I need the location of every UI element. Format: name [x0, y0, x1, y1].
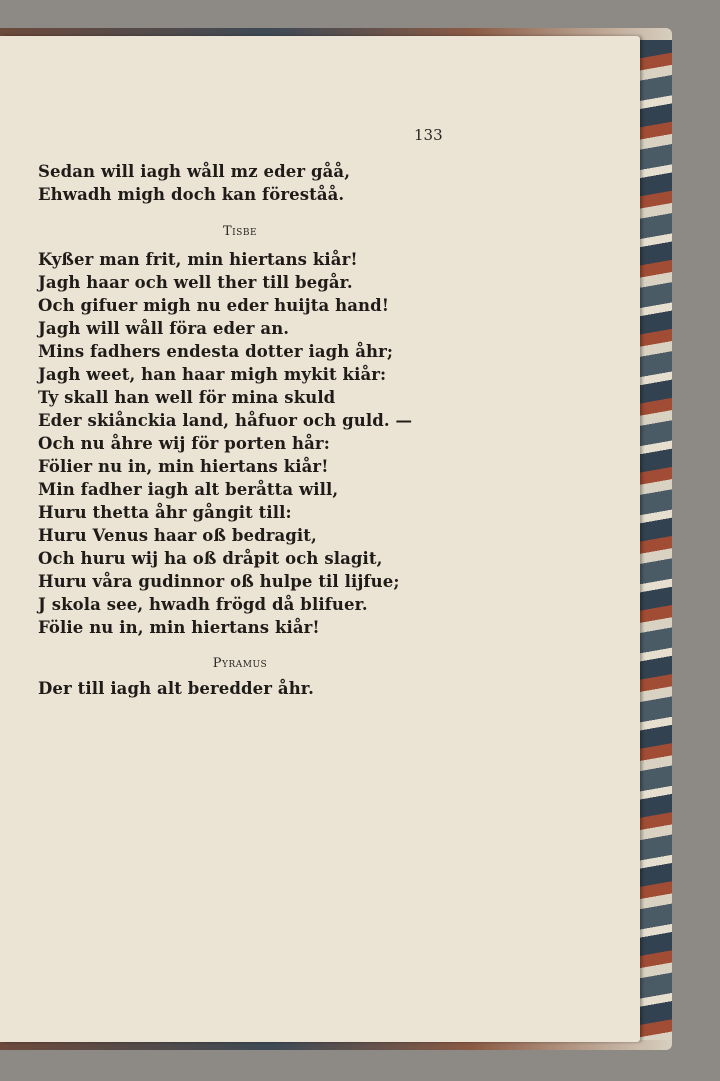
verse-line: Huru thetta åhr gångit till: [38, 503, 292, 522]
verse-line: Ty skall han well för mina skuld [38, 388, 336, 407]
verse-line: Min fadher iagh alt beråtta will, [38, 480, 339, 499]
verse-line: Huru våra gudinnor oß hulpe til lijfue; [38, 572, 400, 591]
verse-line: J skola see, hwadh frögd då blifuer. [38, 595, 368, 614]
verse-line: Der till iagh alt beredder åhr. [38, 679, 314, 698]
speaker-name: Pyramus [212, 656, 268, 671]
verse-line: Huru Venus haar oß bedragit, [38, 526, 317, 545]
page-number: 133 [414, 126, 443, 144]
verse-line: Fölie nu in, min hiertans kiår! [38, 618, 320, 637]
verse-line: Och gifuer migh nu eder huijta hand! [38, 296, 390, 315]
verse-line: Fölier nu in, min hiertans kiår! [38, 457, 329, 476]
verse-line: Eder skiånckia land, håfuor och guld. — [38, 411, 413, 430]
verse-line: Jagh weet, han haar migh mykit kiår: [38, 365, 387, 384]
verse-line: Och huru wij ha oß dråpit och slagit, [38, 549, 383, 568]
verse-line: Sedan will iagh wåll mz eder gåå, [38, 162, 351, 181]
verse-line: Kyßer man frit, min hiertans kiår! [38, 250, 358, 269]
verse-line: Jagh haar och well ther till begår. [38, 273, 353, 292]
verse-line: Och nu åhre wij för porten hår: [38, 434, 330, 453]
marbled-page-edge [640, 40, 672, 1040]
verse-line: Mins fadhers endesta dotter iagh åhr; [38, 342, 394, 361]
verse-line: Ehwadh migh doch kan föreståå. [38, 185, 345, 204]
verse-line: Jagh will wåll föra eder an. [38, 319, 290, 338]
speaker-name: Tisbe [222, 224, 258, 239]
